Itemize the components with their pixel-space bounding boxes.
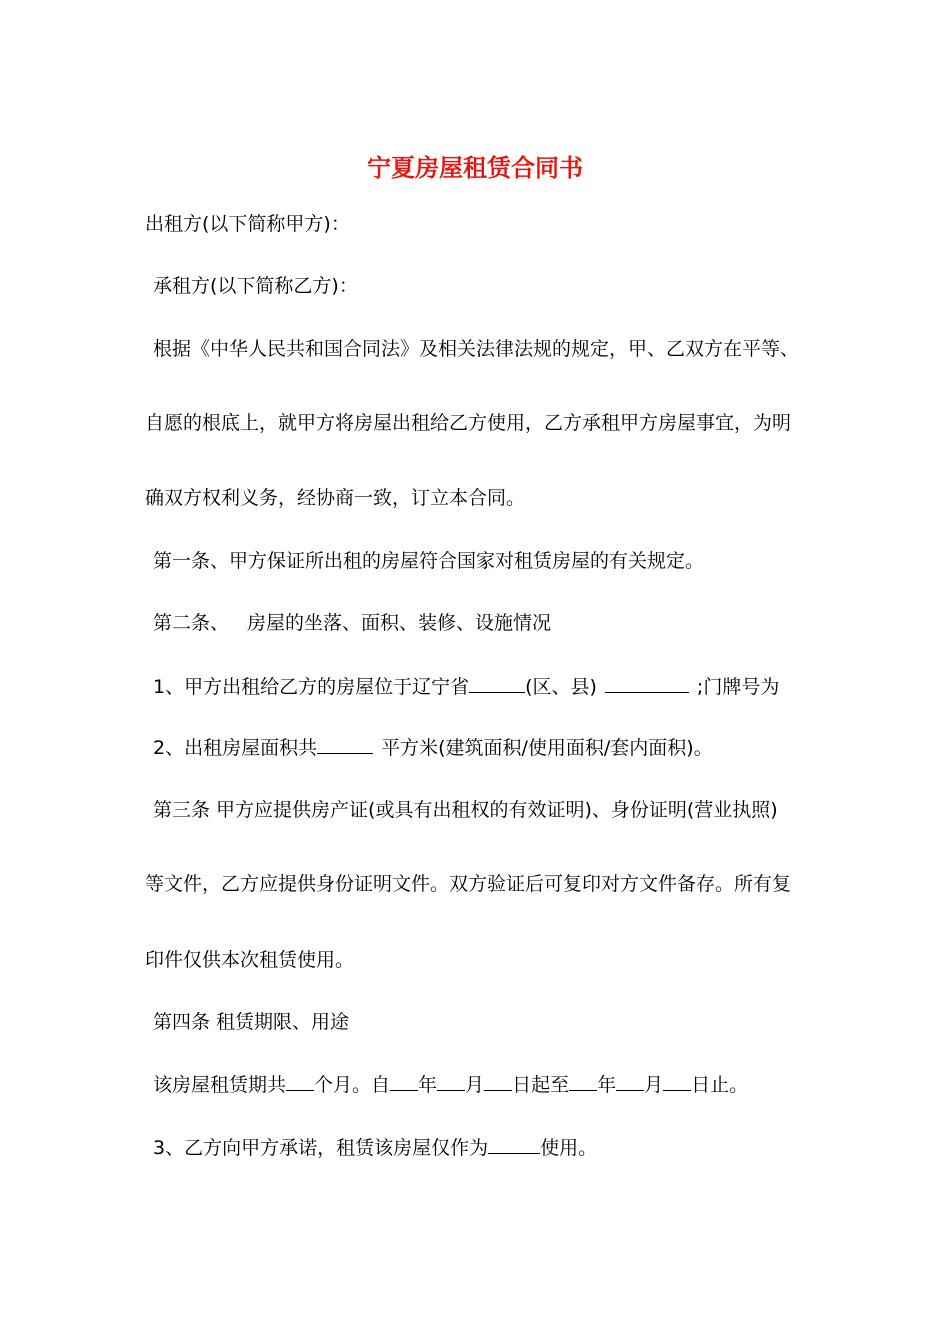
article-2-heading bbox=[153, 609, 551, 637]
article-2-item-2 bbox=[153, 733, 713, 762]
article-2-subject: 房屋的坐落、面积、装修、设施情况 bbox=[247, 612, 552, 634]
article-4-heading: 第四条 租赁期限、用途 bbox=[153, 1011, 350, 1033]
item-1-text-c: ;门牌号为 bbox=[696, 676, 780, 698]
usage-text-a: 3、乙方向甲方承诺，租赁该房屋仅作为 bbox=[153, 1137, 489, 1159]
preamble-line-3: 确双方权利义务，经协商一致，订立本合同。 bbox=[145, 487, 526, 509]
term-text-d: 月 bbox=[465, 1074, 485, 1096]
months-blank bbox=[286, 1070, 314, 1091]
preamble-line-2: 自愿的根底上，就甲方将房屋出租给乙方使用，乙方承租甲方房屋事宜，为明 bbox=[145, 412, 792, 434]
term-text-e: 日起至 bbox=[512, 1074, 570, 1096]
end-month-blank bbox=[616, 1070, 644, 1091]
article-3-line-3: 印件仅供本次租赁使用。 bbox=[145, 949, 355, 971]
lessor-line: 出租方(以下简称甲方)： bbox=[145, 213, 350, 235]
term-text-b: 个月。自 bbox=[314, 1074, 391, 1096]
term-text-f: 年 bbox=[597, 1074, 617, 1096]
article-2-item-1 bbox=[153, 672, 779, 701]
item-1-text-a: 1、甲方出租给乙方的房屋位于辽宁省 bbox=[153, 676, 470, 698]
preamble-line-1: 根据《中华人民共和国合同法》及相关法律法规的规定，甲、乙双方在平等、 bbox=[153, 338, 800, 360]
district-blank bbox=[469, 672, 525, 693]
usage-blank bbox=[488, 1133, 540, 1154]
article-1: 第一条、甲方保证所出租的房屋符合国家对租赁房屋的有关规定。 bbox=[153, 550, 705, 572]
term-text-h: 日止。 bbox=[691, 1074, 749, 1096]
usage-line bbox=[153, 1133, 597, 1162]
start-day-blank bbox=[484, 1070, 512, 1091]
article-3-line-1: 第三条 甲方应提供房产证(或具有出租权的有效证明)、身份证明(营业执照) bbox=[153, 799, 778, 821]
lessee-line: 承租方(以下简称乙方)： bbox=[153, 275, 358, 297]
document-title: 宁夏房屋租赁合同书 bbox=[367, 154, 583, 182]
area-blank bbox=[317, 733, 373, 754]
end-year-blank bbox=[569, 1070, 597, 1091]
term-text-g: 月 bbox=[644, 1074, 664, 1096]
lease-term-line bbox=[153, 1070, 748, 1099]
term-text-a: 该房屋租赁期共 bbox=[153, 1074, 287, 1096]
item-2-text-a: 2、出租房屋面积共 bbox=[153, 737, 318, 759]
article-2-number: 第二条、 bbox=[153, 612, 230, 634]
street-blank bbox=[605, 672, 689, 693]
start-month-blank bbox=[437, 1070, 465, 1091]
end-day-blank bbox=[663, 1070, 691, 1091]
start-year-blank bbox=[390, 1070, 418, 1091]
item-1-text-b: (区、县) bbox=[525, 676, 597, 698]
item-2-text-b: 平方米(建筑面积/使用面积/套内面积)。 bbox=[381, 737, 713, 759]
article-3-line-2: 等文件，乙方应提供身份证明文件。双方验证后可复印对方文件备存。所有复 bbox=[145, 873, 792, 895]
term-text-c: 年 bbox=[418, 1074, 438, 1096]
usage-text-b: 使用。 bbox=[540, 1137, 598, 1159]
